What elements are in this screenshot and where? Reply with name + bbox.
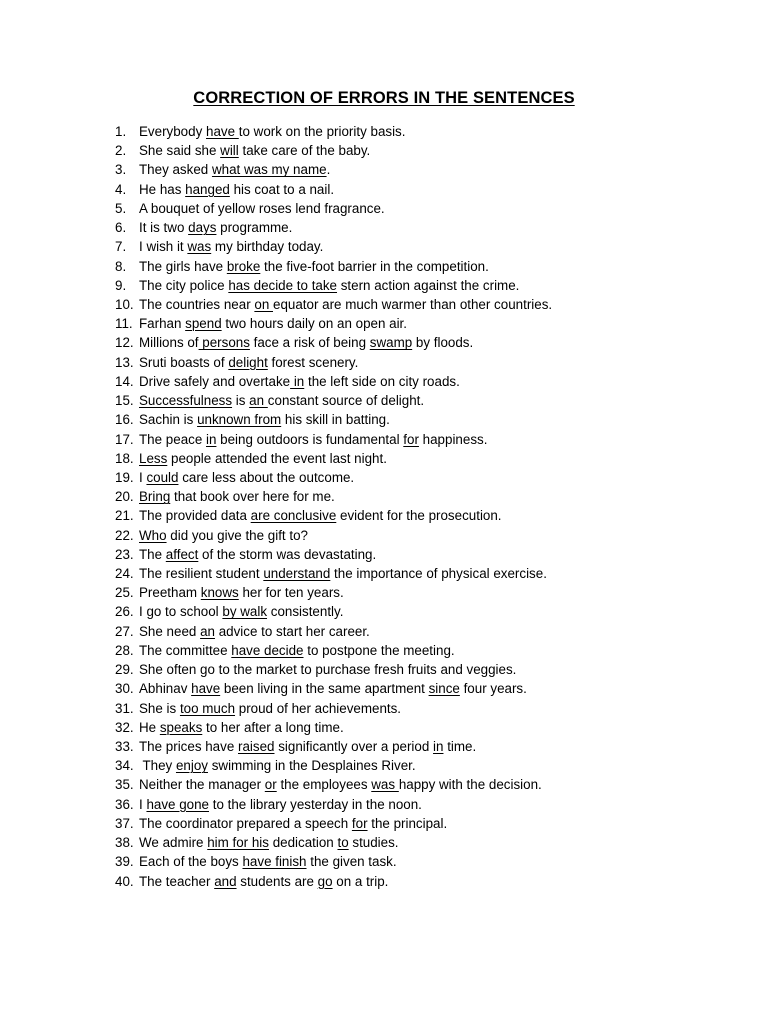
underlined-error: what was my name [211, 162, 327, 178]
sentence-segment: been living in the same apartment [220, 681, 429, 697]
sentence-text [139, 701, 401, 716]
item-number: 23. [115, 546, 134, 562]
list-item [115, 391, 735, 410]
underlined-error: have [191, 681, 221, 697]
sentence-text [139, 547, 376, 562]
sentence-segment: She need [139, 623, 201, 639]
sentence-segment: Sachin is [139, 412, 198, 428]
item-number: 19. [115, 469, 134, 485]
sentence-segment: A bouquet of yellow roses lend fragrance. [139, 200, 385, 216]
item-number: 8. [115, 258, 127, 274]
item-number: 25. [115, 585, 134, 601]
underlined-error: since [428, 681, 460, 697]
item-number: 17. [115, 431, 134, 447]
sentence-segment: happiness. [418, 431, 488, 447]
underlined-error: have [206, 124, 239, 139]
sentence-segment: . [326, 162, 331, 178]
sentence-segment: The city police [139, 277, 229, 293]
sentence-segment: did you give the gift to? [166, 527, 308, 543]
list-item [115, 872, 735, 891]
sentence-text [139, 508, 502, 523]
item-number: 37. [115, 815, 134, 831]
item-number: 3. [115, 162, 127, 178]
sentence-segment: She is [139, 700, 180, 716]
underlined-error: are conclusive [250, 508, 337, 524]
sentence-text [139, 355, 358, 370]
sentence-segment: by floods. [412, 335, 474, 351]
sentence-text [139, 239, 323, 254]
sentence-segment: happy with the decision. [398, 777, 542, 793]
underlined-error: speaks [159, 719, 203, 735]
list-item [115, 795, 735, 814]
sentence-segment: significantly over a period [274, 739, 434, 754]
sentence-text [139, 585, 344, 600]
list-item [115, 199, 735, 218]
sentence-segment: evident for the prosecution. [336, 508, 502, 524]
sentence-segment: her for ten years. [238, 585, 344, 601]
list-item [115, 160, 735, 179]
sentence-segment: the left side on city roads. [304, 373, 460, 389]
item-number: 7. [115, 239, 127, 255]
sentence-text [139, 393, 424, 408]
underlined-error: for [351, 815, 368, 831]
sentence-segment: to her after a long time. [202, 719, 344, 735]
underlined-error: Who [139, 527, 167, 543]
item-number: 5. [115, 200, 127, 216]
underlined-error: go [317, 873, 333, 889]
sentence-segment: They [139, 758, 176, 774]
list-item [115, 237, 735, 256]
list-item [115, 449, 735, 468]
sentence-text [139, 643, 455, 658]
sentence-segment: proud of her achievements. [235, 700, 402, 716]
list-item [115, 410, 735, 429]
item-number: 39. [115, 854, 134, 870]
sentence-text [139, 720, 344, 735]
list-item [115, 679, 735, 698]
sentence-segment: that book over here for me. [170, 489, 335, 505]
sentence-text [139, 854, 397, 869]
page-title: CORRECTION OF ERRORS IN THE SENTENCES [193, 89, 575, 107]
item-number: 2. [115, 143, 127, 159]
item-number: 18. [115, 450, 134, 466]
sentence-segment: Each of the boys [139, 854, 243, 870]
sentence-segment: The peace [139, 431, 206, 447]
sentence-text [139, 470, 354, 485]
list-item [115, 353, 735, 372]
item-number: 4. [115, 181, 127, 197]
sentence-text [139, 835, 399, 850]
underlined-error: have decide [231, 642, 304, 658]
list-item [115, 276, 735, 295]
sentence-segment: It is two [139, 220, 189, 236]
sentence-segment: The committee [139, 642, 232, 658]
item-number: 29. [115, 662, 134, 678]
sentence-text [139, 489, 335, 504]
sentence-segment: dedication [268, 835, 338, 851]
sentence-text [139, 316, 407, 331]
sentence-text [139, 162, 330, 177]
sentence-segment: Abhinav [139, 681, 192, 697]
list-item [115, 314, 735, 333]
sentence-segment: my birthday today. [211, 239, 324, 255]
item-number: 27. [115, 623, 134, 639]
list-item [115, 641, 735, 660]
underlined-error: affect [165, 546, 199, 562]
item-number: 22. [115, 527, 134, 543]
underlined-error: Successfulness [139, 393, 233, 409]
list-item [115, 122, 735, 141]
sentence-text [139, 259, 489, 274]
list-item [115, 506, 735, 525]
item-number: 36. [115, 796, 134, 812]
underlined-error: raised [238, 739, 275, 754]
sentence-segment: The prices have [139, 739, 238, 754]
item-number: 24. [115, 566, 134, 582]
sentence-segment: Everybody [139, 124, 206, 139]
sentence-segment: being outdoors is fundamental [216, 431, 404, 447]
sentence-text [139, 566, 547, 581]
item-number: 26. [115, 604, 134, 620]
sentence-segment: stern action against the crime. [337, 277, 520, 293]
item-number: 40. [115, 873, 134, 889]
sentence-segment: advice to start her career. [214, 623, 370, 639]
list-item [115, 833, 735, 852]
item-number: 14. [115, 373, 134, 389]
sentence-text [139, 758, 416, 773]
item-number: 10. [115, 296, 134, 312]
sentence-segment: She often go to the market to purchase fresh fruits and veggies. [139, 662, 517, 678]
sentence-segment: Neither the manager [139, 777, 265, 793]
list-item [115, 718, 735, 737]
underlined-error: in [433, 739, 444, 754]
sentence-text [139, 335, 473, 350]
underlined-error: Bring [139, 489, 171, 505]
underlined-error: too much [179, 700, 236, 716]
list-item [115, 583, 735, 602]
underlined-error: broke [226, 258, 261, 274]
underlined-error: understand [263, 566, 331, 582]
sentence-text [139, 432, 487, 447]
underlined-error: persons [198, 335, 250, 351]
list-item [115, 622, 735, 641]
list-item [115, 756, 735, 775]
item-number: 16. [115, 412, 134, 428]
sentence-segment: The resilient student [139, 566, 264, 582]
sentence-text [139, 220, 292, 235]
item-number: 32. [115, 719, 134, 735]
item-number: 13. [115, 354, 134, 370]
sentence-segment: four years. [459, 681, 527, 697]
underlined-error: him for his [207, 835, 269, 851]
sentence-segment: The provided data [139, 508, 251, 524]
sentence-segment: care less about the outcome. [178, 469, 355, 485]
sentence-segment: people attended the event last night. [167, 450, 387, 466]
list-item [115, 141, 735, 160]
sentence-segment: Millions of [139, 335, 199, 351]
underlined-error: by walk [222, 604, 268, 620]
underlined-error: to [337, 835, 349, 851]
sentence-segment: face a risk of being [249, 335, 370, 351]
sentence-text [139, 797, 422, 812]
list-item [115, 468, 735, 487]
item-number: 12. [115, 335, 134, 351]
sentence-segment: I [139, 469, 147, 485]
underlined-error: was [371, 777, 399, 793]
underlined-error: has decide to take [228, 277, 338, 293]
sentence-segment: The countries near [139, 296, 255, 312]
item-number: 6. [115, 220, 127, 236]
sentence-segment: The [139, 546, 166, 562]
sentence-text [139, 604, 343, 619]
sentence-segment: to work on the priority basis. [238, 124, 406, 139]
sentence-segment: the principal. [367, 815, 448, 831]
underlined-error: on [254, 296, 273, 312]
sentence-segment: The girls have [139, 258, 227, 274]
sentence-segment: They asked [139, 162, 212, 178]
list-item [115, 852, 735, 871]
underlined-error: days [188, 220, 217, 236]
underlined-error: unknown from [197, 412, 282, 428]
sentence-segment: forest scenery. [267, 354, 359, 370]
item-number: 9. [115, 277, 127, 293]
list-item [115, 545, 735, 564]
sentence-text [139, 297, 552, 312]
list-item [115, 814, 735, 833]
sentence-segment: to the library yesterday in the noon. [209, 796, 422, 812]
list-item [115, 257, 735, 276]
item-number: 28. [115, 642, 134, 658]
sentence-list [115, 122, 735, 891]
sentence-segment: I go to school [139, 604, 223, 620]
sentence-segment: his skill in batting. [281, 412, 390, 428]
item-number: 11. [115, 316, 133, 332]
item-number: 38. [115, 835, 134, 851]
sentence-text [139, 739, 476, 754]
underlined-error: will [220, 143, 239, 159]
list-item [115, 564, 735, 583]
sentence-segment: He [139, 719, 160, 735]
sentence-text [139, 143, 370, 158]
sentence-text [139, 777, 542, 792]
underlined-error: or [264, 777, 277, 793]
sentence-segment: I wish it [139, 239, 188, 255]
item-number: 20. [115, 489, 134, 505]
list-item [115, 487, 735, 506]
list-item [115, 218, 735, 237]
list-item [115, 602, 735, 621]
sentence-segment: I [139, 796, 147, 812]
underlined-error: have gone [146, 796, 209, 812]
sentence-text [139, 528, 308, 543]
sentence-segment: is [232, 393, 250, 409]
list-item [115, 295, 735, 314]
sentence-segment: the employees [276, 777, 372, 793]
sentence-segment: the five-foot barrier in the competition. [260, 258, 489, 274]
item-number: 31. [115, 700, 134, 716]
sentence-segment: two hours daily on an open air. [221, 316, 407, 332]
sentence-segment: The coordinator prepared a speech [139, 815, 352, 831]
sentence-segment: Farhan [139, 316, 186, 332]
underlined-error: and [214, 873, 237, 889]
item-number: 33. [115, 739, 134, 754]
list-item [115, 372, 735, 391]
item-number: 30. [115, 681, 134, 697]
underlined-error: in [290, 373, 305, 389]
sentence-text [139, 278, 519, 293]
underlined-error: swamp [369, 335, 413, 351]
sentence-segment: on a trip. [332, 873, 389, 889]
underlined-error: have finish [242, 854, 307, 870]
sentence-segment: He has [139, 181, 186, 197]
sentence-segment: Drive safely and overtake [139, 373, 291, 389]
sentence-segment: time. [443, 739, 477, 754]
underlined-error: spend [185, 316, 222, 332]
underlined-error: knows [200, 585, 239, 601]
underlined-error: was [187, 239, 212, 255]
list-item [115, 180, 735, 199]
sentence-segment: to postpone the meeting. [303, 642, 455, 658]
underlined-error: Less [139, 450, 168, 466]
item-number: 21. [115, 508, 134, 524]
list-item [115, 430, 735, 449]
sentence-text [139, 662, 516, 677]
sentence-text [139, 874, 388, 889]
list-item [115, 660, 735, 679]
underlined-error: in [206, 431, 217, 447]
sentence-text [139, 201, 385, 216]
sentence-text [139, 374, 460, 389]
sentence-segment: of the storm was devastating. [198, 546, 377, 562]
sentence-text [139, 681, 527, 696]
item-number: 15. [115, 393, 134, 409]
sentence-segment: Sruti boasts of [139, 354, 229, 370]
sentence-text [139, 816, 447, 831]
item-number: 35. [115, 777, 134, 793]
list-item [115, 333, 735, 352]
sentence-segment: consistently. [267, 604, 344, 620]
item-number: 34. [115, 758, 134, 774]
sentence-segment: equator are much warmer than other countries. [273, 296, 553, 312]
sentence-segment: the given task. [306, 854, 397, 870]
item-number: 1. [115, 124, 127, 139]
sentence-text [139, 124, 405, 139]
underlined-error: an [249, 393, 268, 409]
sentence-segment: students are [236, 873, 318, 889]
underlined-error: enjoy [175, 758, 208, 774]
list-item [115, 699, 735, 718]
underlined-error: delight [228, 354, 268, 370]
sentence-text [139, 182, 334, 197]
sentence-segment: She said she [139, 143, 221, 159]
sentence-text [139, 412, 390, 427]
sentence-text [139, 624, 370, 639]
sentence-segment: take care of the baby. [238, 143, 371, 159]
list-item [115, 526, 735, 545]
list-item [115, 775, 735, 794]
sentence-segment: programme. [216, 220, 293, 236]
sentence-segment: swimming in the Desplaines River. [207, 758, 416, 774]
sentence-text [139, 451, 387, 466]
sentence-segment: Preetham [139, 585, 201, 601]
sentence-segment: The teacher [139, 873, 215, 889]
underlined-error: hanged [185, 181, 230, 197]
sentence-segment: his coat to a nail. [229, 181, 335, 197]
underlined-error: could [146, 469, 179, 485]
sentence-segment: studies. [348, 835, 399, 851]
list-item [115, 737, 735, 756]
sentence-segment: the importance of physical exercise. [330, 566, 547, 582]
underlined-error: an [200, 623, 215, 639]
sentence-segment: constant source of delight. [267, 393, 425, 409]
sentence-segment: We admire [139, 835, 208, 851]
underlined-error: for [403, 431, 419, 447]
